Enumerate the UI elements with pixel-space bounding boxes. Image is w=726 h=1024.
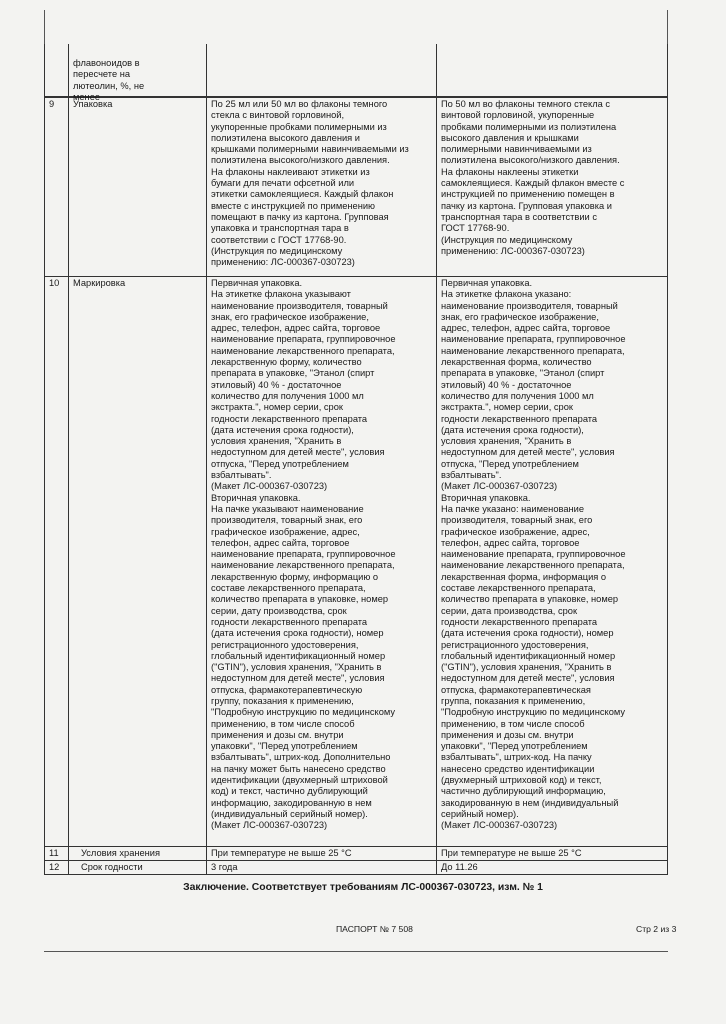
page-number: Стр 2 из 3 [636,924,677,934]
actual-value: При температуре не выше 25 °С [441,848,582,858]
table-row-packaging [44,97,668,277]
parameter-name: Маркировка [69,277,207,846]
actual-value [437,44,667,96]
row-number: 11 [45,847,69,860]
frame-line-right [667,10,668,45]
specification-table [44,44,668,875]
table-row-labeling [44,277,668,847]
parameter-name: флавоноидов в пересчете на лютеолин, %, не менее [69,44,207,96]
row-number: 10 [45,277,69,846]
parameter-name: Срок годности [69,861,207,874]
parameter-name: Упаковка [69,98,207,276]
frame-line-left [44,10,45,45]
normative-value: По 25 мл или 50 мл во флаконы темного стекла с винтовой горловиной, укупоренные пробками полимерными из полиэтилена высокого давления и крышками полимерными навинчиваемыми из полиэтилена высокого/низкого давления. На флаконы наклеивают этикетки из бумаги для печати офсетной или этикетки самоклеящиеся. Каждый флакон вместе с инструкцией по применению помещают в пачку из картона. Групповая упаковка и транспортная тара в соответствии с ГОСТ 17768-90. (Инструкция по медицинскому применению: ЛС-000367-030723) [207,98,437,276]
normative-value: 3 года [207,861,437,874]
row-number: 9 [45,98,69,276]
conclusion-text: Заключение. Соответствует требованиям ЛС-000367-030723, изм. № 1 [183,882,543,893]
row-number [45,44,69,96]
table-row-shelf-life [44,861,668,875]
actual-value: До 11.26 [441,862,478,872]
table-row-storage [44,847,668,861]
actual-value: По 50 мл во флаконы темного стекла с винтовой горловиной, укупоренные пробками полимерными из полиэтилена высокого давления и крышками полимерными навинчиваемыми из полиэтилена высокого/низкого давления. На флаконы наклеены этикетки самоклеящиеся. Каждый флакон вместе с инструкцией по применению помещен в пачку из картона. Групповая упаковка и транспортная тара в соответствии с ГОСТ 17768-90. (Инструкция по медицинскому применению: ЛС-000367-030723) [441,99,625,256]
footer-divider [44,951,668,952]
actual-value: Первичная упаковка. На этикетке флакона указано: наименование производителя, товарный знак, его графическое изображение, адрес, телефон, адрес сайта, торговое наименование препарата, группировочное наименование лекарственного препарата, лекарственная форма, количество препарата в упаковке, "Этанол (спирт этиловый) 40 % - достаточное количество для получения 1000 мл экстракта.", номер серии, срок годности лекарственного препарата (дата истечения срока годности), условия хранения, "Хранить в недоступном для детей месте", условия отпуска, "Перед употреблением взбалтывать". (Макет ЛС-000367-030723) Вторичная упаковка. На пачке указано: наименование производителя, товарный знак, его графическое изображение, адрес, телефон, адрес сайта, торговое наименование препарата, группировочное наименование лекарственного препарата, лекарственная форма, информация о составе лекарственного препарата, количество препарата в упаковке, номер серии, дата производства, срок годности лекарственного препарата (дата истечения срока годности), номер регистрационного удостоверения, глобальный идентификационный номер ("GTIN"), условия хранения, "Хранить в недоступном для детей месте", условия отпуска, фармакотерапевтическая группа, показания к применению, "Подробную инструкцию по медицинскому применению, в том числе способ применения и дозы см. внутри упаковки", "Перед употреблением взбалтывать", штрих-код. На пачку нанесено средство идентификации (двухмерный штриховой код) и текст, частично дублирующий информацию, закодированную в нем (индивидуальный серийный номер). (Макет ЛС-000367-030723) [441,278,626,831]
row-number: 12 [45,861,69,874]
normative-value: Первичная упаковка. На этикетке флакона указывают наименование производителя, товарный знак, его графическое изображение, адрес, телефон, адрес сайта, торговое наименование препарата, группировочное наименование лекарственного препарата, лекарственную форму, количество препарата в упаковке, "Этанол (спирт этиловый) 40 % - достаточное количество для получения 1000 мл экстракта.", номер серии, срок годности лекарственного препарата (дата истечения срока годности), условия хранения, "Хранить в недоступном для детей месте", условия отпуска, "Перед употреблением взбалтывать". (Макет ЛС-000367-030723) Вторичная упаковка. На пачке указывают наименование производителя, товарный знак, его графическое изображение, адрес, телефон, адрес сайта, торговое наименование препарата, группировочное наименование лекарственного препарата, лекарственную форму, информацию о составе лекарственного препарата, количество препарата в упаковке, номер серии, дату производства, срок годности лекарственного препарата (дата истечения срока годности), номер регистрационного удостоверения, глобальный идентификационный номер ("GTIN"), условия хранения, "Хранить в недоступном для детей месте", условия отпуска, фармакотерапевтическую группу, показания к применению, "Подробную инструкцию по медицинскому применению, в том числе способ применения и дозы см. внутри упаковки", "Перед употреблением взбалтывать", штрих-код. Дополнительно на пачку может быть нанесено средство идентификации (двухмерный штриховой код) и текст, частично дублирующий информацию, закодированную в нем (индивидуальный серийный номер). (Макет ЛС-000367-030723) [207,277,437,846]
normative-value: При температуре не выше 25 °С [207,847,437,860]
table-row-continuation [44,44,668,102]
parameter-name: Условия хранения [69,847,207,860]
normative-value [207,44,437,96]
passport-number: ПАСПОРТ № 7 508 [336,924,413,934]
